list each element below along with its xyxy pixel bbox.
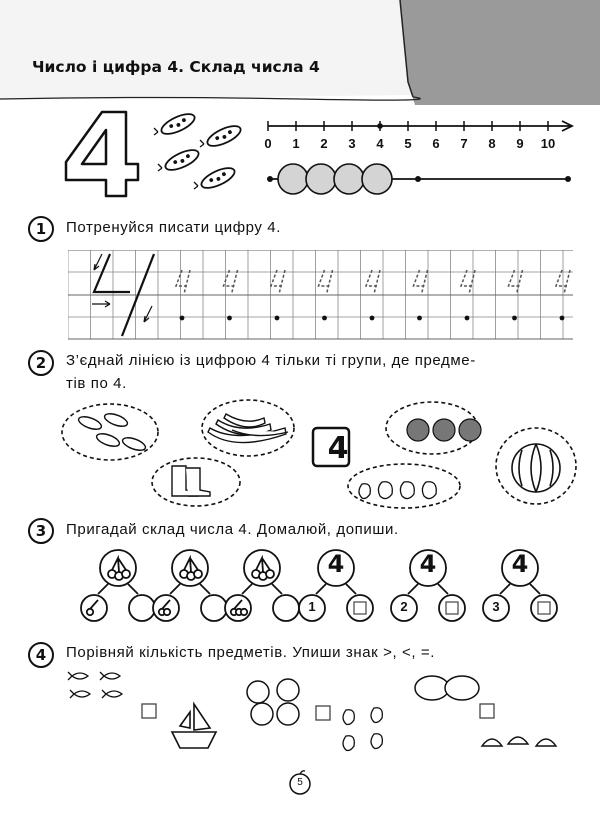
start-dot: [417, 316, 422, 321]
page-number: 5: [297, 777, 303, 788]
cucumbers-picture: [152, 106, 247, 198]
task-2-instruction-line2: тів по 4.: [66, 375, 127, 392]
task-2-digit-four: 4: [327, 431, 349, 466]
start-dot: [512, 316, 517, 321]
trace-digit-four: [509, 270, 523, 294]
task-2-instruction-line1: З’єднай лінією із цифрою 4 тільки ті групи, де предме-: [66, 352, 476, 369]
number-line-label: 1: [292, 136, 300, 151]
task-1-instruction: Потренуйся писати цифру 4.: [66, 219, 281, 236]
house-left-digit: 3: [492, 599, 500, 614]
number-line-label: 10: [540, 136, 556, 151]
number-line-label: 9: [516, 136, 524, 151]
trace-digit-four: [271, 270, 285, 294]
house-right-circle[interactable]: [201, 595, 227, 621]
header-background: [0, 0, 600, 105]
task-3-instruction: Пригадай склад числа 4. Домалюй, допиши.: [66, 521, 399, 538]
number-line-label: 5: [404, 136, 412, 151]
start-dot: [560, 316, 565, 321]
start-dot: [227, 316, 232, 321]
big-digit-four: [60, 108, 142, 200]
comparison-pictures[interactable]: [60, 664, 580, 764]
start-dot: [465, 316, 470, 321]
number-composition-houses[interactable]: [60, 548, 580, 628]
number-line-label: 4: [376, 136, 384, 151]
number-line-label: 7: [460, 136, 468, 151]
number-line-label: 8: [488, 136, 496, 151]
house-left-circle[interactable]: [153, 595, 179, 621]
task-1-number: 1: [28, 216, 54, 242]
start-dot: [370, 316, 375, 321]
task-2-number: 2: [28, 350, 54, 376]
house-top-digit: 4: [419, 550, 437, 578]
page-title: Число і цифра 4. Склад числа 4: [32, 58, 320, 76]
house-left-digit: 2: [400, 599, 408, 614]
trace-digit-four: [414, 270, 428, 294]
house-left-circle[interactable]: [81, 595, 107, 621]
answer-box[interactable]: [354, 602, 366, 614]
start-dot: [322, 316, 327, 321]
number-line-label: 0: [264, 136, 272, 151]
house-right-circle[interactable]: [273, 595, 299, 621]
trace-digit-four: [319, 270, 333, 294]
number-line-label: 6: [432, 136, 440, 151]
start-dot: [180, 316, 185, 321]
house-left-digit: 1: [308, 599, 316, 614]
task-4-instruction: Порівняй кількість предметів. Упиши знак >, <, =.: [66, 644, 436, 661]
trace-digit-four: [366, 270, 380, 294]
start-dot: [275, 316, 280, 321]
number-line-label: 2: [320, 136, 328, 151]
answer-box[interactable]: [446, 602, 458, 614]
house-top-digit: 4: [327, 550, 345, 578]
house-right-circle[interactable]: [129, 595, 155, 621]
house-top-digit: 4: [511, 550, 529, 578]
task-3-number: 3: [28, 518, 54, 544]
number-line-label: 3: [348, 136, 356, 151]
handwriting-practice-grid[interactable]: [68, 250, 573, 340]
trace-digit-four: [176, 270, 190, 294]
task-4-number: 4: [28, 642, 54, 668]
bead-line: [262, 162, 574, 198]
number-line: [258, 114, 578, 144]
answer-box[interactable]: [538, 602, 550, 614]
house-left-circle[interactable]: [225, 595, 251, 621]
